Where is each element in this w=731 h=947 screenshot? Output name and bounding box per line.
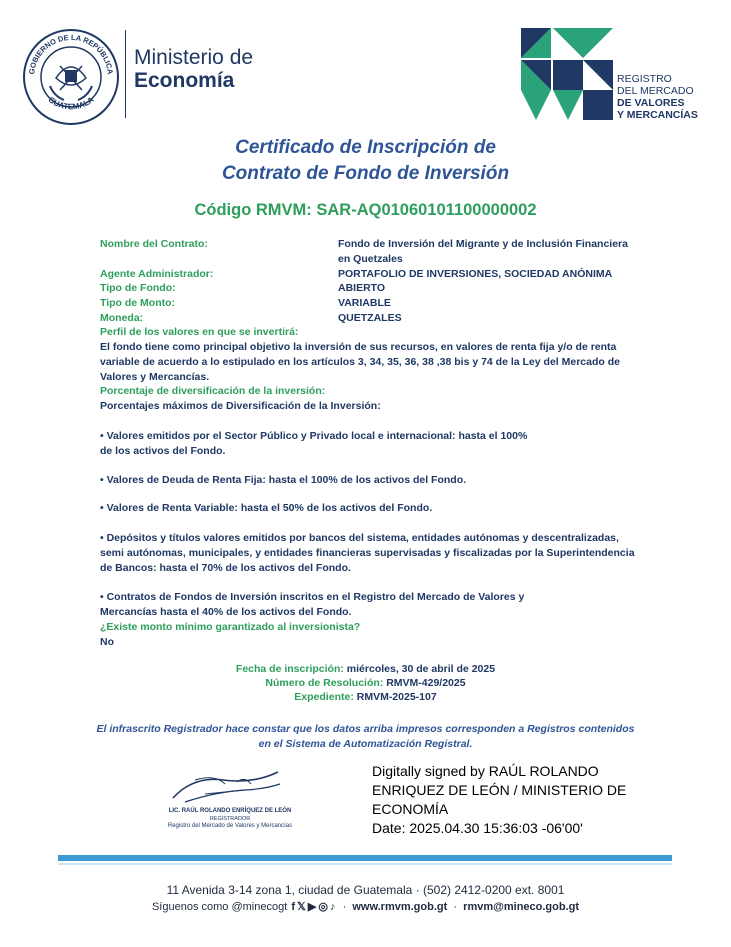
ministry-name-line1: Ministerio de (134, 46, 254, 69)
agente-value: PORTAFOLIO DE INVERSIONES, SOCIEDAD ANÓNIMA (338, 268, 613, 280)
signer-name: LIC. RAÚL ROLANDO ENRÍQUEZ DE LEÓN (168, 808, 292, 814)
title-line-1: Certificado de Inscripción de (235, 137, 496, 158)
youtube-icon[interactable]: ▶ (307, 901, 317, 913)
moneda-value: QUETZALES (338, 312, 402, 324)
digital-signature-line: ENRIQUEZ DE LEÓN / MINISTERIO DE (372, 782, 627, 798)
diversificacion-label: Porcentaje de diversificación de la inversión: (100, 385, 326, 397)
footer-social-row: Síguenos como @minecogt f 𝕏 ▶ ◎ ♪ · www.rmvm.gob.gt · rmvm@mineco.gob.gt (151, 901, 580, 913)
header-divider (125, 30, 126, 118)
bullet-line: semi autónomas, municipales, y entidades financieras supervisadas y fiscalizadas por la Superintendencia (100, 547, 635, 559)
certificate-title (0, 135, 731, 187)
fecha-label: Fecha de inscripción: (235, 663, 344, 675)
expediente-label: Expediente: (294, 691, 354, 703)
footer-bar (58, 855, 672, 861)
bullet-line: Mercancías hasta el 40% de los activos del Fondo. (100, 606, 352, 618)
footer-bar-thin (58, 863, 672, 865)
svg-text:GUATEMALA (47, 95, 96, 112)
registry-line-2: DEL MERCADO (617, 85, 694, 97)
website-link[interactable]: www.rmvm.gob.gt (352, 901, 448, 913)
facebook-icon[interactable]: f (291, 901, 295, 913)
instagram-icon[interactable]: ◎ (318, 901, 328, 913)
nombre-value-1: Fondo de Inversión del Migrante y de Inclusión Financiera (338, 238, 628, 250)
footer-address: 11 Avenida 3-14 zona 1, ciudad de Guatemala · (502) 2412-0200 ext. 8001 (166, 883, 565, 897)
bullet-1 (100, 429, 527, 459)
perfil-line: variable de acuerdo a lo estipulado en los artículos 3, 34, 35, 36, 38 ,38 bis y 74 de la Ley del Mercado de (100, 356, 620, 368)
statement-line: en el Sistema de Automatización Registral. (258, 738, 473, 750)
perfil-text (100, 340, 620, 385)
signer-role: REGISTRADOR (209, 816, 251, 822)
bullet-line: de Bancos: hasta el 70% de los activos del Fondo. (100, 562, 351, 574)
email-link[interactable]: rmvm@mineco.gob.gt (463, 901, 580, 913)
title-line-2: Contrato de Fondo de Inversión (221, 163, 510, 184)
nombre-label: Nombre del Contrato: (100, 238, 208, 250)
bullet-line: • Depósitos y títulos valores emitidos por bancos del sistema, entidades autónomas y descentralizadas, (100, 532, 619, 544)
monto-minimo-label: ¿Existe monto mínimo garantizado al inversionista? (100, 621, 361, 633)
statement-line: El infrascrito Registrador hace constar que los datos arriba impresos corresponden a Registros contenidos (96, 723, 635, 735)
tipo-fondo-label: Tipo de Fondo: (100, 282, 176, 294)
follow-text: Síguenos como @minecogt (151, 901, 288, 913)
ministry-name-line2: Economía (134, 69, 235, 92)
resolucion-label: Número de Resolución: (265, 677, 384, 689)
guatemala-seal-logo (22, 28, 120, 126)
bullet-3: • Valores de Renta Variable: hasta el 50% de los activos del Fondo. (100, 502, 433, 514)
diversificacion-intro: Porcentajes máximos de Diversificación de la Inversión: (100, 400, 381, 412)
bullet-line: • Contratos de Fondos de Inversión inscritos en el Registro del Mercado de Valores y (100, 591, 525, 603)
bullet-5 (100, 590, 524, 620)
agente-label: Agente Administrador: (100, 268, 214, 280)
registry-line-4: Y MERCANCÍAS (617, 109, 698, 121)
tiktok-icon[interactable]: ♪ (329, 901, 336, 913)
x-icon[interactable]: 𝕏 (297, 901, 306, 913)
perfil-line: Valores y Mercancías. (100, 371, 210, 383)
moneda-label: Moneda: (100, 312, 144, 324)
seal-text-bottom: GUATEMALA (46, 95, 96, 112)
resolucion-value: RMVM-429/2025 (386, 677, 466, 689)
svg-text:GOBIERNO DE LA REPÚBLICA (27, 33, 115, 75)
tipo-monto-label: Tipo de Monto: (100, 297, 176, 309)
digital-signature-line: Digitally signed by RAÚL ROLANDO (372, 763, 599, 779)
fecha-value: miércoles, 30 de abril de 2025 (346, 663, 496, 675)
bullet-4 (100, 531, 635, 576)
bullet-line: • Valores emitidos por el Sector Público y Privado local e internacional: hasta el 100% (100, 430, 528, 442)
monto-minimo-value: No (100, 636, 114, 648)
registrar-statement (0, 722, 731, 752)
registry-line-3: DE VALORES (617, 97, 685, 109)
bullet-2: • Valores de Deuda de Renta Fija: hasta el 100% de los activos del Fondo. (100, 474, 467, 486)
tipo-fondo-value: ABIERTO (338, 282, 386, 294)
seal-text-top: GOBIERNO DE LA REPÚBLICA (27, 32, 115, 75)
perfil-label: Perfil de los valores en que se invertirá: (100, 326, 299, 338)
rmvm-code: Código RMVM: SAR-AQ01060101100000002 (194, 201, 537, 219)
digital-signature-line: ECONOMÍA (372, 801, 449, 817)
digital-signature-line: Date: 2025.04.30 15:36:03 -06'00' (372, 820, 583, 836)
rmvm-logo-mark (521, 28, 613, 120)
inscription-block (0, 663, 731, 703)
expediente-value: RMVM-2025-107 (356, 691, 437, 703)
digital-signature-block (372, 762, 672, 838)
bullet-line: de los activos del Fondo. (100, 445, 226, 457)
handwritten-signature (165, 768, 285, 810)
perfil-line: El fondo tiene como principal objetivo la inversión de sus recursos, en valores de renta fija y/o de renta (100, 341, 617, 353)
registry-line-1: REGISTRO (617, 73, 672, 85)
signer-org: Registro del Mercado de Valores y Mercancías (167, 823, 293, 829)
nombre-value-2: en Quetzales (338, 253, 403, 265)
tipo-monto-value: VARIABLE (338, 297, 391, 309)
